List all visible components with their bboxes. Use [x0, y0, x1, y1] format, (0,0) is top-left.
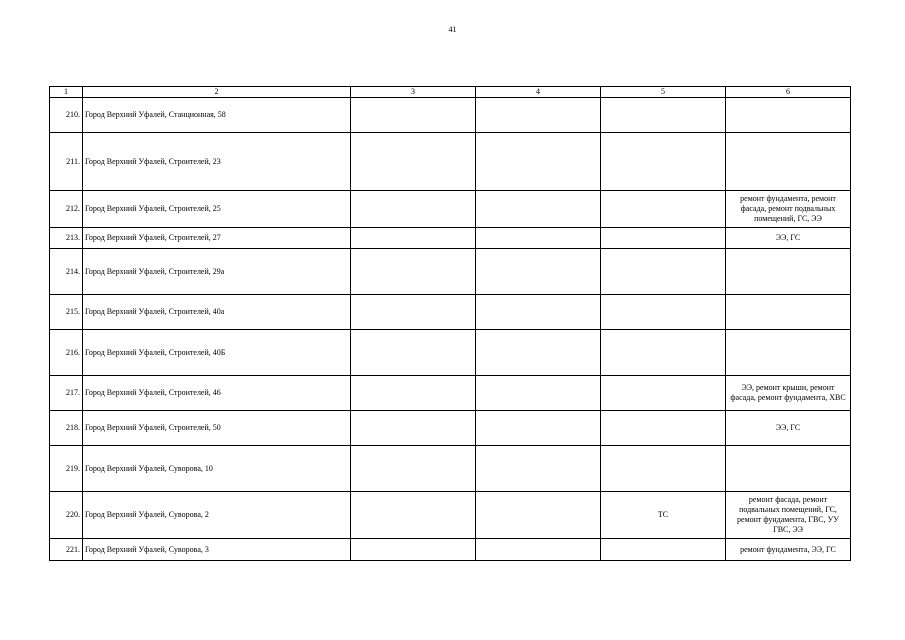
address-cell: Город Верхний Уфалей, Строителей, 46: [83, 376, 351, 411]
col6-cell: ремонт фундамента, ЭЭ, ГС: [726, 539, 851, 561]
header-row: [50, 87, 851, 98]
building-table: [49, 86, 851, 561]
address-cell: Город Верхний Уфалей, Суворова, 3: [83, 539, 351, 561]
col5-cell: [601, 295, 726, 330]
address-cell: Город Верхний Уфалей, Суворова, 10: [83, 446, 351, 492]
column-header: 4: [476, 87, 601, 98]
col4-cell: [476, 446, 601, 492]
table-row: [50, 191, 851, 228]
col3-cell: [351, 98, 476, 133]
col5-cell: [601, 98, 726, 133]
col6-cell: ремонт фасада, ремонт подвальных помещений, ГС, ремонт фундамента, ГВС, УУ ГВС, ЭЭ: [726, 492, 851, 539]
address-cell: Город Верхний Уфалей, Строителей, 27: [83, 228, 351, 249]
table-row: [50, 446, 851, 492]
table-row: [50, 295, 851, 330]
col5-cell: [601, 191, 726, 228]
col6-cell: [726, 133, 851, 191]
col5-cell: [601, 330, 726, 376]
col5-cell: [601, 411, 726, 446]
col6-cell: [726, 295, 851, 330]
table-row: [50, 133, 851, 191]
col3-cell: [351, 446, 476, 492]
col3-cell: [351, 539, 476, 561]
row-number: 212.: [50, 191, 83, 228]
col5-cell: [601, 446, 726, 492]
col6-cell: [726, 249, 851, 295]
col3-cell: [351, 228, 476, 249]
col5-cell: [601, 133, 726, 191]
row-number: 217.: [50, 376, 83, 411]
column-header: 3: [351, 87, 476, 98]
table-row: [50, 492, 851, 539]
col3-cell: [351, 191, 476, 228]
col5-cell: [601, 539, 726, 561]
row-number: 218.: [50, 411, 83, 446]
address-cell: Город Верхний Уфалей, Строителей, 40Б: [83, 330, 351, 376]
col4-cell: [476, 492, 601, 539]
table-row: [50, 98, 851, 133]
col6-cell: ремонт фундамента, ремонт фасада, ремонт подвальных помещений, ГС, ЭЭ: [726, 191, 851, 228]
row-number: 214.: [50, 249, 83, 295]
address-cell: Город Верхний Уфалей, Строителей, 29а: [83, 249, 351, 295]
col3-cell: [351, 133, 476, 191]
col4-cell: [476, 249, 601, 295]
row-number: 219.: [50, 446, 83, 492]
page-number: 41: [448, 25, 457, 34]
col5-cell: ТС: [601, 492, 726, 539]
col5-cell: [601, 376, 726, 411]
table-row: [50, 376, 851, 411]
table-row: [50, 228, 851, 249]
address-cell: Город Верхний Уфалей, Станционная, 58: [83, 98, 351, 133]
row-number: 220.: [50, 492, 83, 539]
col3-cell: [351, 376, 476, 411]
col3-cell: [351, 249, 476, 295]
col6-cell: ЭЭ, ГС: [726, 228, 851, 249]
col6-cell: [726, 446, 851, 492]
col6-cell: [726, 98, 851, 133]
col4-cell: [476, 539, 601, 561]
row-number: 211.: [50, 133, 83, 191]
row-number: 221.: [50, 539, 83, 561]
column-header: 2: [83, 87, 351, 98]
table-row: [50, 411, 851, 446]
column-header: 6: [726, 87, 851, 98]
col4-cell: [476, 133, 601, 191]
col4-cell: [476, 376, 601, 411]
address-cell: Город Верхний Уфалей, Строителей, 50: [83, 411, 351, 446]
col3-cell: [351, 295, 476, 330]
col6-cell: [726, 330, 851, 376]
address-cell: Город Верхний Уфалей, Суворова, 2: [83, 492, 351, 539]
col3-cell: [351, 330, 476, 376]
col4-cell: [476, 411, 601, 446]
table-row: [50, 330, 851, 376]
col4-cell: [476, 295, 601, 330]
address-cell: Город Верхний Уфалей, Строителей, 23: [83, 133, 351, 191]
column-header: 1: [50, 87, 83, 98]
address-cell: Город Верхний Уфалей, Строителей, 25: [83, 191, 351, 228]
table-row: [50, 539, 851, 561]
col4-cell: [476, 191, 601, 228]
row-number: 216.: [50, 330, 83, 376]
row-number: 215.: [50, 295, 83, 330]
col6-cell: ЭЭ, ремонт крыши, ремонт фасада, ремонт фундамента, ХВС: [726, 376, 851, 411]
row-number: 210.: [50, 98, 83, 133]
col4-cell: [476, 98, 601, 133]
column-header: 5: [601, 87, 726, 98]
col5-cell: [601, 228, 726, 249]
col3-cell: [351, 492, 476, 539]
table-row: [50, 249, 851, 295]
col4-cell: [476, 330, 601, 376]
col3-cell: [351, 411, 476, 446]
col4-cell: [476, 228, 601, 249]
col5-cell: [601, 249, 726, 295]
col6-cell: ЭЭ, ГС: [726, 411, 851, 446]
row-number: 213.: [50, 228, 83, 249]
address-cell: Город Верхний Уфалей, Строителей, 40а: [83, 295, 351, 330]
